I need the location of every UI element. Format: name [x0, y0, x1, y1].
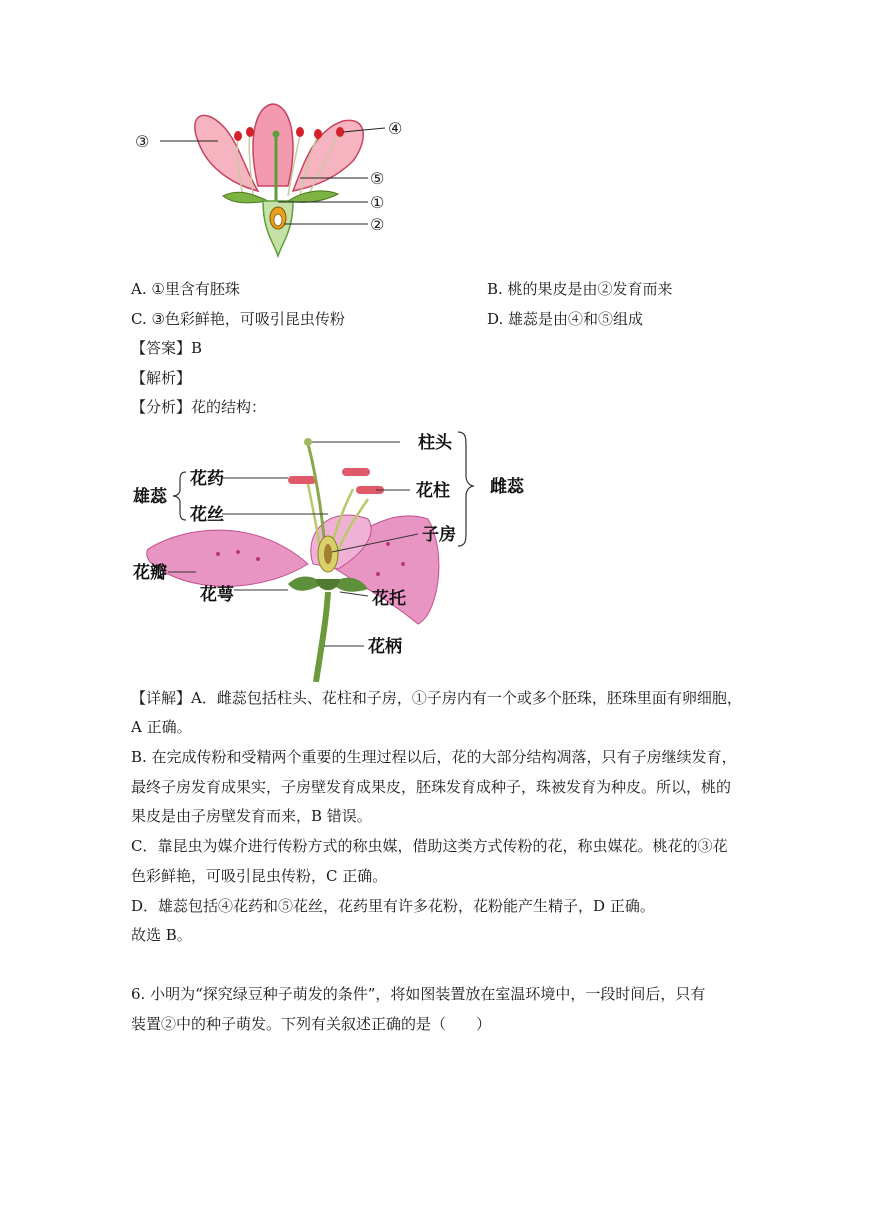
label-stalk: 花柄: [368, 637, 402, 657]
option-c: C. ③色彩鲜艳，可吸引昆虫传粉: [131, 310, 345, 328]
detail-line-7: 色彩鲜艳，可吸引昆虫传粉，C 正确。: [131, 867, 388, 885]
analysis-heading: 【解析】: [131, 369, 192, 387]
lily-receptacle: [316, 579, 340, 590]
label-petal: 花瓣: [133, 563, 167, 583]
lily-stalk: [316, 592, 328, 682]
label-sepal: 花萼: [200, 585, 234, 605]
label-style: 花柱: [416, 481, 450, 501]
detail-line-6: C．靠昆虫为媒介进行传粉方式的称虫媒，借助这类方式传粉的花，称虫媒花。桃花的③花: [131, 837, 728, 855]
label-2: ②: [370, 215, 385, 234]
detail-line-3: B. 在完成传粉和受精两个重要的生理过程以后，花的大部分结构凋落，只有子房继续发育，: [131, 748, 737, 766]
left-sepal: [223, 192, 268, 203]
peach-flower-diagram: [128, 96, 428, 266]
label-stamen-group: 雄蕊: [133, 487, 167, 507]
label-filament: 花丝: [190, 505, 224, 525]
detail-line-4: 最终子房发育成果实，子房壁发育成果皮，胚珠发育成种子，珠被发育为种皮。所以，桃的: [131, 778, 732, 796]
detail-line-8: D．雄蕊包括④花药和⑤花丝，花药里有许多花粉，花粉能产生精子，D 正确。: [131, 897, 655, 915]
analysis-intro: 【分析】花的结构：: [131, 398, 267, 416]
option-d: D. 雄蕊是由④和⑤组成: [487, 310, 644, 328]
label-stigma: 柱头: [418, 433, 452, 453]
label-receptacle: 花托: [372, 589, 406, 609]
left-petal: [195, 115, 258, 191]
question6-line-2: 装置②中的种子萌发。下列有关叙述正确的是（ ）: [131, 1015, 492, 1033]
option-b: B. 桃的果皮是由②发育而来: [487, 280, 673, 298]
answer-line: 【答案】B: [131, 339, 203, 357]
label-5: ⑤: [370, 169, 385, 188]
label-3: ③: [135, 132, 150, 151]
left-brace: [173, 472, 186, 520]
label-anther: 花药: [190, 469, 224, 489]
detail-line-9: 故选 B。: [131, 926, 192, 944]
detail-line-2: A 正确。: [131, 718, 192, 736]
label-1: ①: [370, 193, 385, 212]
label-4: ④: [388, 119, 403, 138]
label-pistil-group: 雌蕊: [490, 477, 524, 497]
center-petal: [253, 104, 293, 186]
right-brace: [458, 432, 474, 546]
question6-line-1: 6. 小明为“探究绿豆种子萌发的条件”，将如图装置放在室温环境中，一段时间后，只有: [131, 985, 706, 1003]
lily-petal-left: [147, 530, 308, 586]
right-sepal: [288, 191, 338, 202]
flower-structure-diagram: [128, 424, 548, 682]
detail-line-5: 果皮是由子房壁发育而来，B 错误。: [131, 807, 372, 825]
option-a: A. ①里含有胚珠: [131, 280, 240, 298]
label-ovary: 子房: [422, 525, 456, 545]
detail-line-1: 【详解】A．雌蕊包括柱头、花柱和子房，①子房内有一个或多个胚珠，胚珠里面有卵细胞，: [131, 689, 742, 707]
